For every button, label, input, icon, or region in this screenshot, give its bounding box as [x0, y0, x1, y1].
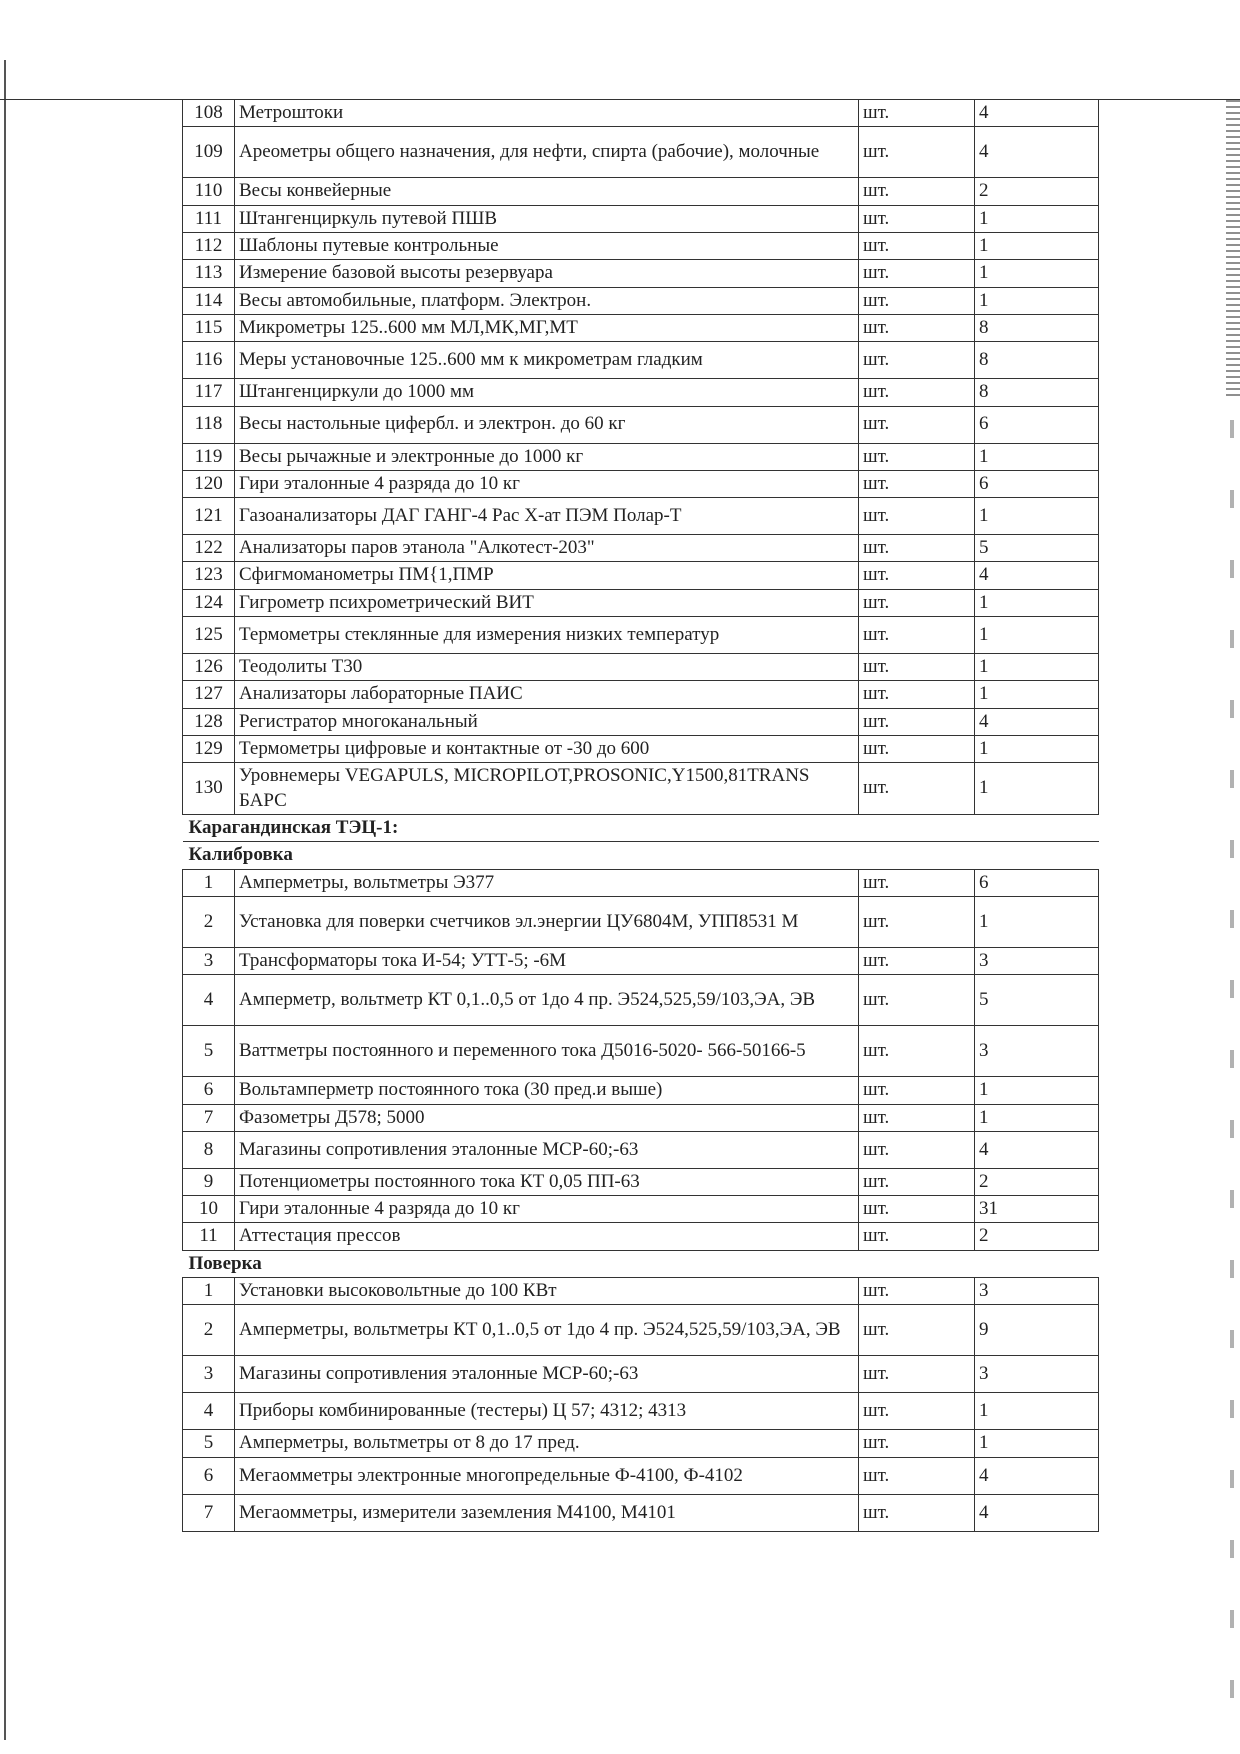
item-unit: шт.	[859, 314, 975, 341]
item-name: Установка для поверки счетчиков эл.энергии ЦУ6804М, УПП8531 М	[235, 896, 859, 947]
table-row	[183, 1430, 1099, 1457]
table-row	[183, 443, 1099, 470]
subsection-verification: Поверка	[183, 1250, 1099, 1277]
row-number: 119	[183, 443, 235, 470]
item-name: Аттестация прессов	[235, 1223, 859, 1250]
item-quantity: 8	[975, 314, 1099, 341]
item-quantity: 4	[975, 127, 1099, 178]
item-quantity: 4	[975, 100, 1099, 127]
item-unit: шт.	[859, 1457, 975, 1494]
item-unit: шт.	[859, 1494, 975, 1531]
item-quantity: 1	[975, 896, 1099, 947]
table-row	[183, 1278, 1099, 1305]
item-quantity: 6	[975, 470, 1099, 497]
item-unit: шт.	[859, 379, 975, 406]
table-row	[183, 1457, 1099, 1494]
row-number: 8	[183, 1131, 235, 1168]
table-row	[183, 1196, 1099, 1223]
equipment-table	[182, 99, 1099, 1532]
section-title: Карагандинская ТЭЦ-1:	[183, 814, 1099, 841]
item-unit: шт.	[859, 975, 975, 1026]
item-unit: шт.	[859, 1077, 975, 1104]
item-unit: шт.	[859, 443, 975, 470]
item-unit: шт.	[859, 1305, 975, 1356]
table-part1	[183, 100, 1099, 815]
row-number: 122	[183, 535, 235, 562]
row-number: 124	[183, 589, 235, 616]
item-quantity: 1	[975, 232, 1099, 259]
item-quantity: 1	[975, 260, 1099, 287]
item-unit: шт.	[859, 947, 975, 974]
row-number: 3	[183, 1356, 235, 1393]
item-unit: шт.	[859, 1026, 975, 1077]
item-unit: шт.	[859, 470, 975, 497]
subsection-header	[183, 1250, 1099, 1277]
item-name: Меры установочные 125..600 мм к микрометрам гладким	[235, 342, 859, 379]
item-quantity: 3	[975, 1026, 1099, 1077]
item-unit: шт.	[859, 654, 975, 681]
row-number: 112	[183, 232, 235, 259]
item-unit: шт.	[859, 1430, 975, 1457]
item-unit: шт.	[859, 205, 975, 232]
item-quantity: 1	[975, 205, 1099, 232]
row-number: 4	[183, 1393, 235, 1430]
item-unit: шт.	[859, 1393, 975, 1430]
item-name: Установки высоковольтные до 100 КВт	[235, 1278, 859, 1305]
item-unit: шт.	[859, 1104, 975, 1131]
table-row	[183, 287, 1099, 314]
row-number: 118	[183, 406, 235, 443]
table-row	[183, 379, 1099, 406]
row-number: 130	[183, 763, 235, 815]
item-unit: шт.	[859, 287, 975, 314]
item-name: Термометры стеклянные для измерения низких температур	[235, 617, 859, 654]
item-quantity: 8	[975, 379, 1099, 406]
row-number: 7	[183, 1494, 235, 1531]
item-unit: шт.	[859, 127, 975, 178]
item-name: Трансформаторы тока И-54; УТТ-5; -6М	[235, 947, 859, 974]
item-name: Амперметры, вольтметры от 8 до 17 пред.	[235, 1430, 859, 1457]
row-number: 114	[183, 287, 235, 314]
item-name: Сфигмоманометры ПМ{1,ПМР	[235, 562, 859, 589]
item-quantity: 1	[975, 287, 1099, 314]
table-row	[183, 406, 1099, 443]
item-name: Магазины сопротивления эталонные МСР-60;-63	[235, 1131, 859, 1168]
row-number: 7	[183, 1104, 235, 1131]
table-row	[183, 654, 1099, 681]
item-name: Амперметр, вольтметр КТ 0,1..0,5 от 1до 4 пр. Э524,525,59/103,ЭА, ЭВ	[235, 975, 859, 1026]
row-number: 5	[183, 1430, 235, 1457]
item-quantity: 1	[975, 443, 1099, 470]
item-name: Метроштоки	[235, 100, 859, 127]
row-number: 11	[183, 1223, 235, 1250]
item-quantity: 1	[975, 1077, 1099, 1104]
table-row	[183, 178, 1099, 205]
item-name: Уровнемеры VEGAPULS, MICROPILOT,PROSONIC,Y1500,81TRANS БАРС	[235, 763, 859, 815]
item-quantity: 4	[975, 1457, 1099, 1494]
table-row	[183, 896, 1099, 947]
item-quantity: 3	[975, 947, 1099, 974]
item-unit: шт.	[859, 1356, 975, 1393]
scan-right-marks	[1226, 100, 1240, 400]
table-row	[183, 708, 1099, 735]
row-number: 128	[183, 708, 235, 735]
table-row	[183, 535, 1099, 562]
item-unit: шт.	[859, 736, 975, 763]
row-number: 2	[183, 896, 235, 947]
item-quantity: 1	[975, 498, 1099, 535]
row-number: 126	[183, 654, 235, 681]
item-name: Шаблоны путевые контрольные	[235, 232, 859, 259]
row-number: 125	[183, 617, 235, 654]
item-name: Гигрометр психрометрический ВИТ	[235, 589, 859, 616]
table-row	[183, 589, 1099, 616]
item-name: Магазины сопротивления эталонные МСР-60;-63	[235, 1356, 859, 1393]
item-quantity: 6	[975, 869, 1099, 896]
table-row	[183, 617, 1099, 654]
item-name: Амперметры, вольтметры Э377	[235, 869, 859, 896]
row-number: 111	[183, 205, 235, 232]
item-name: Весы настольные цифербл. и электрон. до 60 кг	[235, 406, 859, 443]
item-unit: шт.	[859, 1223, 975, 1250]
item-quantity: 4	[975, 1131, 1099, 1168]
item-unit: шт.	[859, 100, 975, 127]
item-name: Весы конвейерные	[235, 178, 859, 205]
row-number: 5	[183, 1026, 235, 1077]
item-quantity: 4	[975, 1494, 1099, 1531]
item-unit: шт.	[859, 535, 975, 562]
item-unit: шт.	[859, 406, 975, 443]
item-quantity: 1	[975, 681, 1099, 708]
table-row	[183, 1305, 1099, 1356]
row-number: 113	[183, 260, 235, 287]
item-name: Мегаомметры электронные многопредельные Ф-4100, Ф-4102	[235, 1457, 859, 1494]
item-name: Гири эталонные 4 разряда до 10 кг	[235, 470, 859, 497]
item-quantity: 31	[975, 1196, 1099, 1223]
table-row	[183, 975, 1099, 1026]
item-name: Микрометры 125..600 мм МЛ,МК,МГ,МТ	[235, 314, 859, 341]
row-number: 1	[183, 869, 235, 896]
item-unit: шт.	[859, 178, 975, 205]
row-number: 123	[183, 562, 235, 589]
item-name: Штангенциркули до 1000 мм	[235, 379, 859, 406]
item-name: Измерение базовой высоты резервуара	[235, 260, 859, 287]
subsection-calibration: Калибровка	[183, 842, 1099, 869]
item-quantity: 1	[975, 1104, 1099, 1131]
item-unit: шт.	[859, 763, 975, 815]
table-row	[183, 947, 1099, 974]
table-row	[183, 100, 1099, 127]
item-quantity: 9	[975, 1305, 1099, 1356]
table-row	[183, 342, 1099, 379]
item-name: Ареометры общего назначения, для нефти, спирта (рабочие), молочные	[235, 127, 859, 178]
item-unit: шт.	[859, 342, 975, 379]
item-name: Приборы комбинированные (тестеры) Ц 57; 4312; 4313	[235, 1393, 859, 1430]
item-name: Мегаомметры, измерители заземления М4100, М4101	[235, 1494, 859, 1531]
item-quantity: 1	[975, 1430, 1099, 1457]
table-row	[183, 314, 1099, 341]
item-unit: шт.	[859, 1196, 975, 1223]
table-row	[183, 1168, 1099, 1195]
row-number: 117	[183, 379, 235, 406]
item-unit: шт.	[859, 681, 975, 708]
row-number: 6	[183, 1457, 235, 1494]
row-number: 2	[183, 1305, 235, 1356]
row-number: 3	[183, 947, 235, 974]
row-number: 116	[183, 342, 235, 379]
item-name: Термометры цифровые и контактные от -30 до 600	[235, 736, 859, 763]
table-row	[183, 470, 1099, 497]
item-unit: шт.	[859, 232, 975, 259]
item-quantity: 4	[975, 562, 1099, 589]
item-name: Весы рычажные и электронные до 1000 кг	[235, 443, 859, 470]
item-quantity: 1	[975, 589, 1099, 616]
item-quantity: 3	[975, 1278, 1099, 1305]
item-unit: шт.	[859, 260, 975, 287]
item-quantity: 1	[975, 763, 1099, 815]
item-quantity: 5	[975, 535, 1099, 562]
item-name: Анализаторы паров этанола "Алкотест-203"	[235, 535, 859, 562]
item-quantity: 3	[975, 1356, 1099, 1393]
table-row	[183, 1356, 1099, 1393]
item-name: Амперметры, вольтметры КТ 0,1..0,5 от 1до 4 пр. Э524,525,59/103,ЭА, ЭВ	[235, 1305, 859, 1356]
item-name: Анализаторы лабораторные ПАИС	[235, 681, 859, 708]
table-row	[183, 681, 1099, 708]
item-unit: шт.	[859, 562, 975, 589]
item-unit: шт.	[859, 1131, 975, 1168]
item-name: Весы автомобильные, платформ. Электрон.	[235, 287, 859, 314]
item-quantity: 2	[975, 1223, 1099, 1250]
item-unit: шт.	[859, 617, 975, 654]
table-row	[183, 1223, 1099, 1250]
item-name: Потенциометры постоянного тока КТ 0,05 ПП-63	[235, 1168, 859, 1195]
table-row	[183, 127, 1099, 178]
scan-left-edge	[4, 60, 6, 1740]
item-quantity: 1	[975, 1393, 1099, 1430]
item-quantity: 2	[975, 178, 1099, 205]
row-number: 127	[183, 681, 235, 708]
table-row	[183, 1494, 1099, 1531]
item-name: Теодолиты Т30	[235, 654, 859, 681]
item-quantity: 1	[975, 617, 1099, 654]
item-quantity: 6	[975, 406, 1099, 443]
row-number: 4	[183, 975, 235, 1026]
table-part3	[183, 1278, 1099, 1532]
table-row	[183, 260, 1099, 287]
scan-right-marks	[1230, 420, 1234, 1720]
table-row	[183, 1026, 1099, 1077]
item-unit: шт.	[859, 708, 975, 735]
item-name: Газоанализаторы ДАГ ГАНГ-4 Рас Х-ат ПЭМ Полар-Т	[235, 498, 859, 535]
item-name: Штангенциркуль путевой ПШВ	[235, 205, 859, 232]
item-quantity: 1	[975, 736, 1099, 763]
item-unit: шт.	[859, 589, 975, 616]
item-quantity: 1	[975, 654, 1099, 681]
row-number: 6	[183, 1077, 235, 1104]
table-row	[183, 1077, 1099, 1104]
table-row	[183, 1393, 1099, 1430]
table-part2	[183, 869, 1099, 1250]
row-number: 9	[183, 1168, 235, 1195]
table-row	[183, 205, 1099, 232]
item-unit: шт.	[859, 1168, 975, 1195]
item-unit: шт.	[859, 1278, 975, 1305]
item-unit: шт.	[859, 869, 975, 896]
row-number: 129	[183, 736, 235, 763]
item-name: Гири эталонные 4 разряда до 10 кг	[235, 1196, 859, 1223]
table-row	[183, 562, 1099, 589]
row-number: 1	[183, 1278, 235, 1305]
table-row	[183, 498, 1099, 535]
table-row	[183, 232, 1099, 259]
item-quantity: 4	[975, 708, 1099, 735]
item-name: Вольтамперметр постоянного тока (30 пред.и выше)	[235, 1077, 859, 1104]
row-number: 121	[183, 498, 235, 535]
item-quantity: 8	[975, 342, 1099, 379]
row-number: 110	[183, 178, 235, 205]
section-header	[183, 814, 1099, 869]
item-quantity: 5	[975, 975, 1099, 1026]
row-number: 108	[183, 100, 235, 127]
item-name: Регистратор многоканальный	[235, 708, 859, 735]
item-quantity: 2	[975, 1168, 1099, 1195]
table-row	[183, 736, 1099, 763]
table-row	[183, 869, 1099, 896]
item-name: Ваттметры постоянного и переменного тока Д5016-5020- 566-50166-5	[235, 1026, 859, 1077]
row-number: 115	[183, 314, 235, 341]
row-number: 120	[183, 470, 235, 497]
table-row	[183, 1104, 1099, 1131]
item-name: Фазометры Д578; 5000	[235, 1104, 859, 1131]
item-unit: шт.	[859, 498, 975, 535]
table-row	[183, 1131, 1099, 1168]
item-unit: шт.	[859, 896, 975, 947]
row-number: 109	[183, 127, 235, 178]
table-row	[183, 763, 1099, 815]
row-number: 10	[183, 1196, 235, 1223]
